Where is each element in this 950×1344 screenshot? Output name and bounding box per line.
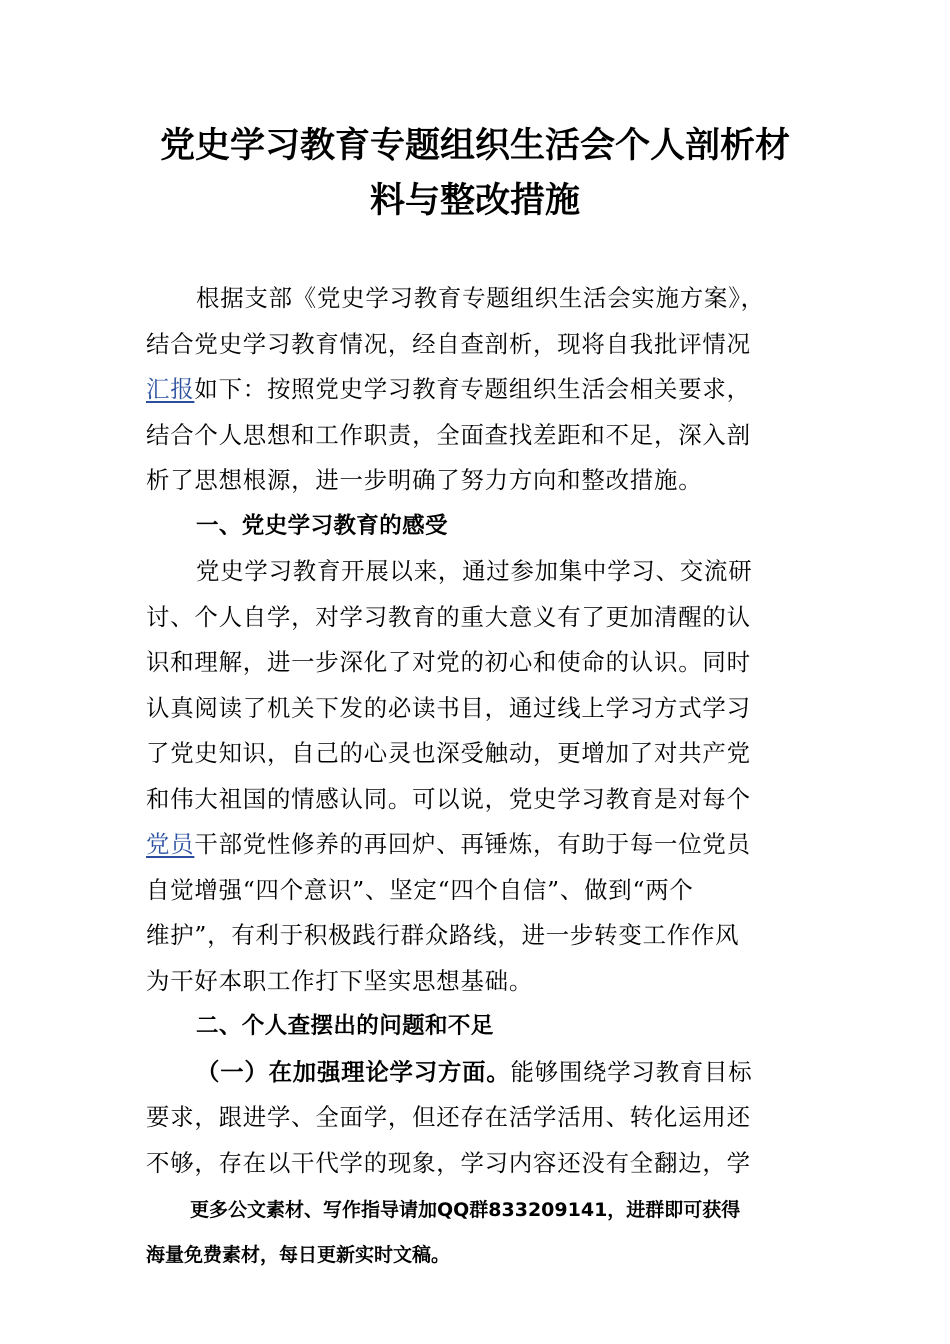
text-line <box>146 549 806 595</box>
text-segment: 为干好本职工作打下坚实思想基础。 <box>146 966 534 995</box>
text-line <box>146 1095 806 1141</box>
text-line <box>146 413 806 459</box>
text-segment: 析了思想根源，进一步明确了努力方向和整改措施。 <box>146 466 703 494</box>
text-line <box>146 595 806 641</box>
text-line <box>146 458 806 504</box>
title-line-1: 党史学习教育专题组织生活会个人剖析材 <box>159 125 790 166</box>
text-segment: 党史学习教育开展以来，通过参加集中学习、交流研 <box>196 557 753 585</box>
text-line <box>146 1141 806 1187</box>
text-line <box>146 913 806 959</box>
footer-line-2: 海量免费素材，每日更新实时文稿。 <box>146 1244 451 1266</box>
title-line-2: 料与整改措施 <box>369 180 580 221</box>
text-segment: 要求，跟进学、全面学，但还存在活学活用、转化运用还 <box>146 1103 751 1131</box>
text-line <box>146 276 806 322</box>
text-segment: 根据支部《党史学习教育专题组织生活会实施方案》， <box>196 284 765 312</box>
text-line <box>146 504 806 550</box>
text-segment: 干部党性修养的再回炉、再锤炼，有助于每一位党员 <box>194 830 751 858</box>
text-line <box>146 959 806 1005</box>
text-segment: 维护”，有利于积极践行群众路线，进一步转变工作作风 <box>146 921 740 949</box>
footer-note <box>146 1188 826 1278</box>
section-heading <box>146 504 806 550</box>
text-line <box>146 1050 806 1096</box>
text-segment: 一、党史学习教育的感受 <box>196 512 448 539</box>
text-line <box>146 640 806 686</box>
paragraph <box>146 549 806 1004</box>
text-segment: 如下：按照党史学习教育专题组织生活会相关要求， <box>194 375 751 403</box>
text-segment: 识和理解，进一步深化了对党的初心和使命的认识。同时 <box>146 648 751 676</box>
footer-line-1: 更多公文素材、写作指导请加QQ群833209141，进群即可获得 <box>190 1199 741 1221</box>
keyword-link[interactable]: 党员 <box>146 830 195 858</box>
text-line <box>146 367 806 413</box>
text-segment: 认真阅读了机关下发的必读书目，通过线上学习方式学习 <box>146 693 751 722</box>
text-segment: 了党史知识，自己的心灵也深受触动，更增加了对共产党 <box>146 739 751 767</box>
text-line <box>146 777 806 823</box>
text-line <box>146 822 806 868</box>
document-title <box>120 118 830 228</box>
text-segment: 结合个人思想和工作职责，全面查找差距和不足，深入剖 <box>146 420 751 449</box>
text-segment: 和伟大祖国的情感认同。可以说，党史学习教育是对每个 <box>146 784 751 813</box>
paragraph <box>146 1050 806 1187</box>
text-line <box>146 322 806 368</box>
text-segment: 结合党史学习教育情况，经自查剖析，现将自我批评情况 <box>146 329 751 358</box>
text-line <box>146 1004 806 1050</box>
paragraph <box>146 276 806 504</box>
text-segment: 不够，存在以干代学的现象，学习内容还没有全翻边，学 <box>146 1148 751 1177</box>
subheading-text: （一）在加强理论学习方面。 <box>196 1057 511 1086</box>
document-body <box>146 276 806 1186</box>
text-segment: 二、个人查摆出的问题和不足 <box>196 1013 494 1039</box>
text-line <box>146 868 806 914</box>
text-segment: 自觉增强“四个意识”、坚定“四个自信”、做到“两个 <box>146 875 694 904</box>
keyword-link[interactable]: 汇报 <box>146 375 195 403</box>
text-segment: 讨、个人自学，对学习教育的重大意义有了更加清醒的认 <box>146 602 751 631</box>
text-segment: 能够围绕学习教育目标 <box>510 1057 753 1086</box>
text-line <box>146 731 806 777</box>
section-heading <box>146 1004 806 1050</box>
text-line <box>146 686 806 732</box>
